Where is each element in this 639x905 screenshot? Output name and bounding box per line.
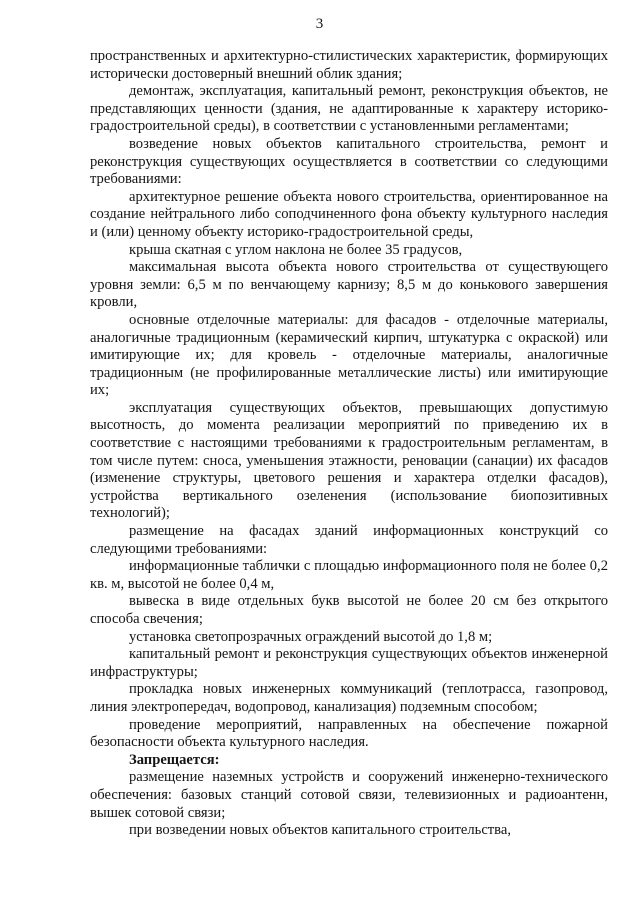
paragraph-new-construction-ban: при возведении новых объектов капитального строительства, bbox=[129, 822, 511, 839]
paragraph-demolition: демонтаж, эксплуатация, капитальный ремонт, реконструкция объектов, не представляющих ценности (здания, не адаптированные к характеру историко-градостроительной среды), в соответствии с установленными регламентами; bbox=[90, 83, 608, 135]
paragraph-roof: крыша скатная с углом наклона не более 35 градусов, bbox=[129, 241, 463, 258]
paragraph-info-plates: информационные таблички с площадью информационного поля не более 0,2 кв. м, высотой не более 0,4 м, bbox=[90, 558, 608, 592]
paragraph-max-height: максимальная высота объекта нового строительства от существующего уровня земли: 6,5 м по венчающему карнизу; 8,5 м до конькового завершения кровли, bbox=[90, 259, 608, 311]
paragraph-ground-devices: размещение наземных устройств и сооружений инженерно-технического обеспечения: базовых станций сотовой связи, телевизионных и радиоантенн, вышек сотовой связи; bbox=[90, 769, 608, 821]
paragraph-new-construction: возведение новых объектов капитального строительства, ремонт и реконструкция существующих осуществляется в соответствии со следующими требованиями: bbox=[90, 135, 608, 188]
paragraph-facade-signs: размещение на фасадах зданий информационных конструкций со следующими требованиями: bbox=[90, 523, 608, 557]
page-number: 3 bbox=[315, 16, 324, 32]
body-text bbox=[90, 48, 608, 840]
paragraph-existing-objects: эксплуатация существующих объектов, превышающих допустимую высотность, до момента реализации мероприятий по приведению их в соответствие с настоящими требованиями к градостроительным регламентам, в том числе путем: сноса, уменьшения этажности, реновации (санации) их фасадов (изменение структуры, цветового решения и характера отделки фасадов), устройства вертикального озеленения (использование биопозитивных технологий); bbox=[90, 399, 608, 522]
paragraph-continuation: пространственных и архитектурно-стилистических характеристик, формирующих исторически достоверный внешний облик здания; bbox=[90, 48, 608, 82]
paragraph-fences: установка светопрозрачных ограждений высотой до 1,8 м; bbox=[129, 628, 493, 645]
paragraph-fire-safety: проведение мероприятий, направленных на обеспечение пожарной безопасности объекта культурного наследия. bbox=[90, 716, 608, 751]
paragraph-architectural-solution: архитектурное решение объекта нового строительства, ориентированное на создание нейтрального либо соподчиненного фона объекту культурного наследия и (или) ценному объекту историко-градостроительной среды, bbox=[90, 188, 608, 240]
paragraph-finishing-materials: основные отделочные материалы: для фасадов - отделочные материалы, аналогичные традиционным (керамический кирпич, штукатурка с окраской) или имитирующие их; для кровель - отделочные материалы, аналогичные традиционным (не профилированные металлические листы) или имитирующие их; bbox=[90, 311, 608, 399]
paragraph-infrastructure-repair: капитальный ремонт и реконструкция существующих объектов инженерной инфраструктуры; bbox=[90, 646, 608, 680]
paragraph-letter-signs: вывеска в виде отдельных букв высотой не более 20 см без открытого способа свечения; bbox=[90, 593, 608, 627]
prohibited-heading: Запрещается: bbox=[129, 751, 220, 768]
paragraph-utilities: прокладка новых инженерных коммуникаций (теплотрасса, газопровод, линия электропередач, водопровод, канализация) подземным способом; bbox=[90, 681, 608, 715]
